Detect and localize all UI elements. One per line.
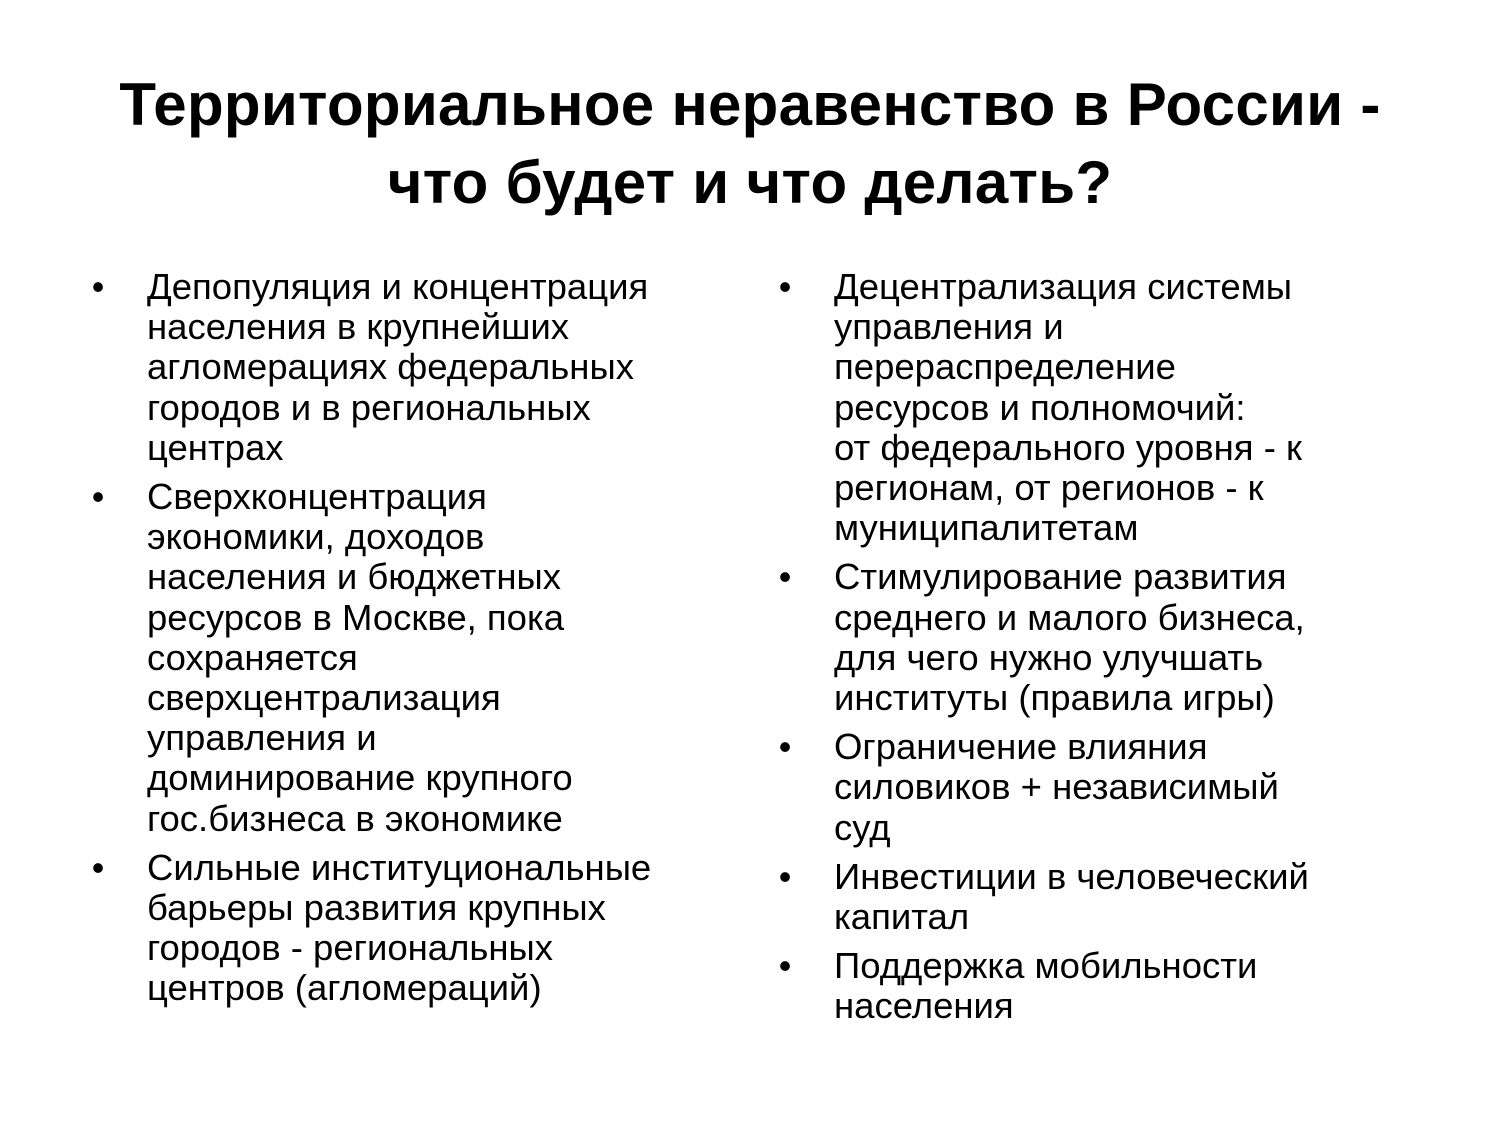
- list-item-text: Ограничение влияния силовиков + независимый суд: [834, 726, 1279, 848]
- list-item: [88, 267, 728, 468]
- list-item: [775, 267, 1415, 548]
- bullet-icon: •: [778, 945, 792, 987]
- right-bullet-list: [775, 267, 1415, 1036]
- bullet-icon: •: [91, 476, 105, 518]
- list-item-text: Сильные институциональные барьеры развития крупных городов - региональных центров (агломераций): [147, 846, 652, 1009]
- list-item: [88, 477, 728, 839]
- list-item: [775, 946, 1415, 1026]
- slide-title: [0, 66, 1500, 222]
- list-item: [775, 727, 1415, 848]
- left-bullet-list: [88, 267, 728, 1018]
- list-item: [775, 857, 1415, 937]
- list-item: [88, 848, 728, 1009]
- list-item-text: Децентрализация системы управления и перераспределение ресурсов и полномочий: от федерального уровня - к регионам, от регионов - к муниципалитетам: [834, 266, 1302, 549]
- bullet-icon: •: [778, 266, 792, 307]
- list-item-text: Поддержка мобильности населения: [834, 945, 1258, 1027]
- bullet-icon: •: [778, 726, 792, 768]
- list-item-text: Инвестиции в человеческий капитал: [834, 855, 1309, 938]
- list-item-text: Депопуляция и концентрация населения в крупнейших агломерациях федеральных городов и в региональных центрах: [147, 266, 649, 468]
- slide-title-line-2: что будет и что делать?: [387, 149, 1113, 216]
- slide-title-line-1: Территориальное неравенство в России -: [119, 71, 1381, 138]
- bullet-icon: •: [91, 266, 105, 307]
- list-item-text: Сверхконцентрация экономики, доходов населения и бюджетных ресурсов в Москве, пока сохраняется сверхцентрализация управления и доминирование крупного гос.бизнеса в экономике: [147, 476, 573, 839]
- list-item: [775, 557, 1415, 718]
- bullet-icon: •: [91, 846, 105, 888]
- list-item-text: Стимулирование развития среднего и малого бизнеса, для чего нужно улучшать институты (правила игры): [834, 556, 1305, 719]
- bullet-icon: •: [778, 855, 792, 897]
- bullet-icon: •: [778, 556, 792, 598]
